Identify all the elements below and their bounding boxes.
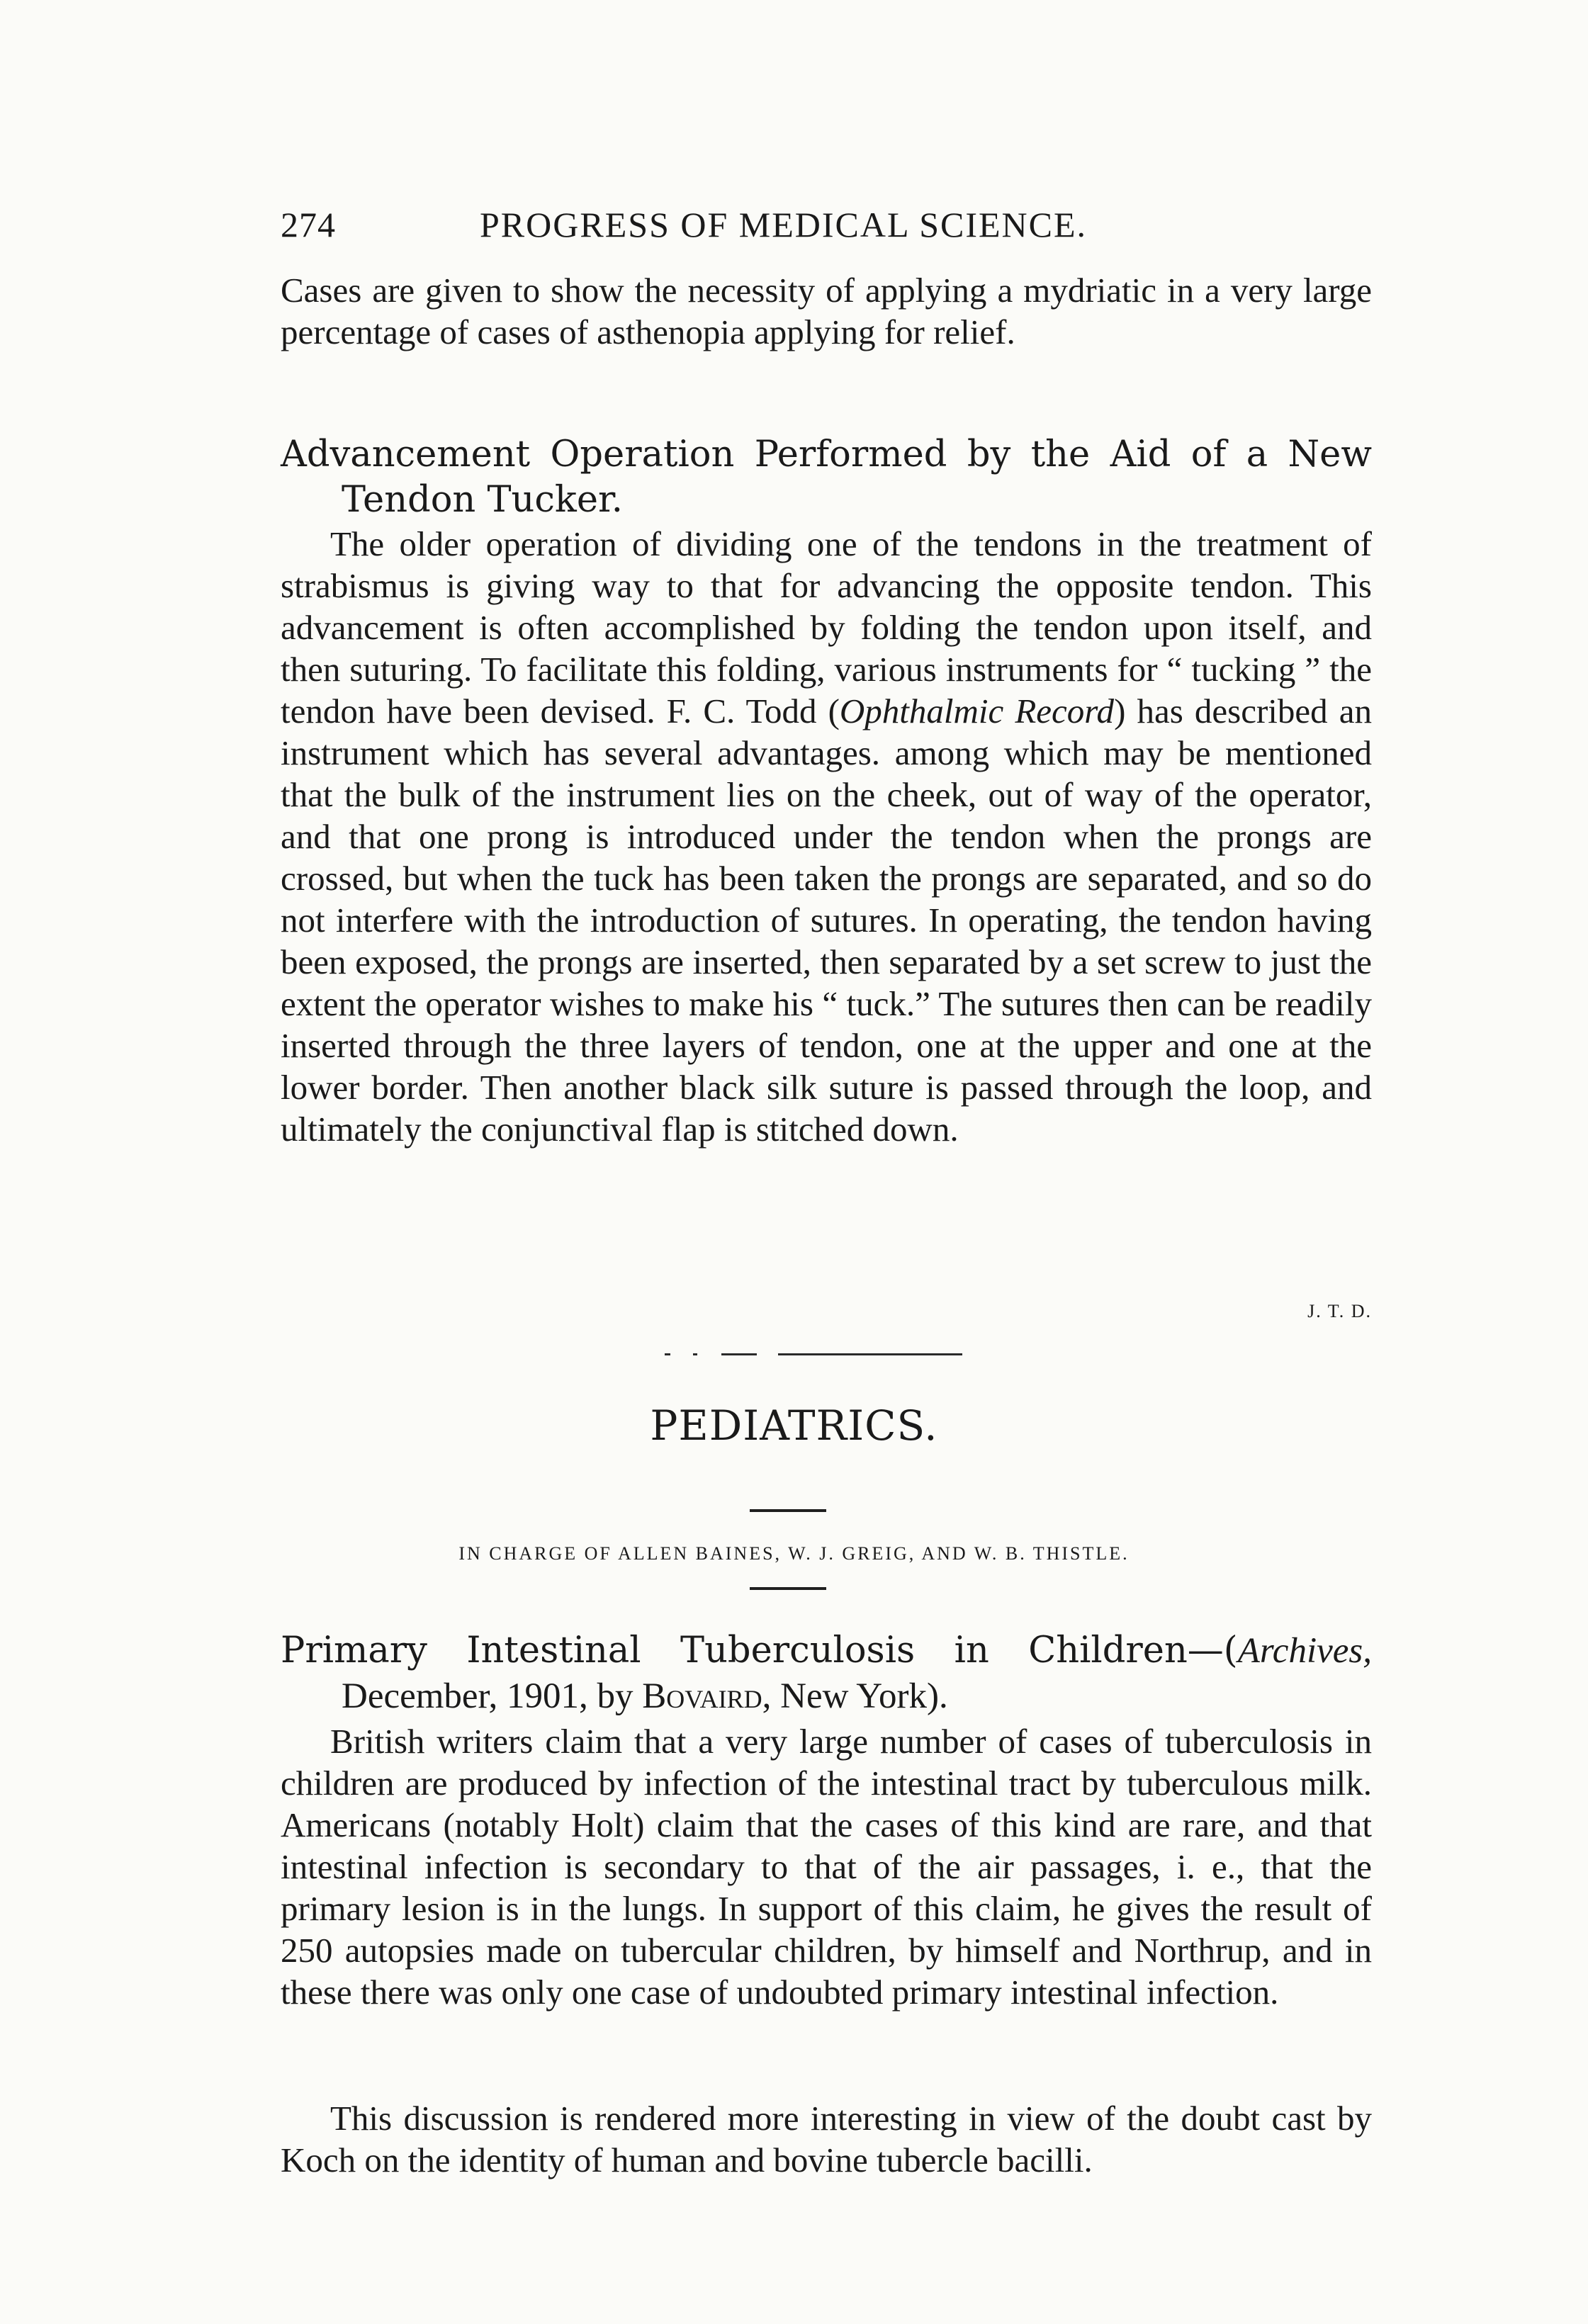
heading-main: Primary Intestinal Tuberculosis in Children—( (281, 1630, 1238, 1671)
article-body-tendon-tucker (281, 523, 1372, 1150)
title-rule-top (750, 1509, 826, 1512)
article-body-part2: ) has described an instrument which has several advantages. among which may be mentioned that the bulk of the instrument lies on the cheek, out of way of the operator, and that one prong is introduced under the tendon when the prongs are crossed, but when the tuck has been taken the prongs are separated, and so do not interfere with the introduction of sutures. In operating, the tendon having been exposed, the prongs are inserted, then separated by a set screw to just the extent the operator wishes to make his “ tuck.” The sutures then can be readily inserted through the three layers of tendon, one at the upper and one at the lower border. Then another black silk suture is passed through the loop, and ultimately the conjunctival flap is stitched down. (281, 692, 1372, 1149)
intro-paragraph: Cases are given to show the necessity of applying a mydriatic in a very large percentage of cases of asthenopia applying for relief. (281, 271, 1372, 351)
page-number: 274 (281, 205, 336, 244)
article-heading-intestinal-tuberculosis (281, 1628, 1372, 1719)
section-divider (665, 1353, 962, 1356)
heading-date: December, 1901, by (342, 1676, 643, 1716)
running-head (281, 204, 1372, 254)
heading-author: Bovaird (642, 1676, 762, 1716)
section-title: PEDIATRICS. (650, 1401, 938, 1450)
heading-source: Archives, (1237, 1631, 1372, 1671)
author-initials: J. T. D. (1307, 1301, 1372, 1321)
journal-title: PROGRESS OF MEDICAL SCIENCE. (480, 205, 1088, 244)
journal-citation-italic: Ophthalmic Record (839, 692, 1115, 731)
heading-place: , New York). (762, 1676, 948, 1716)
section-editors: IN CHARGE OF ALLEN BAINES, W. J. GREIG, AND W. B. THISTLE. (458, 1543, 1130, 1564)
article-heading-tendon-tucker: Advancement Operation Performed by the Aid of a New Tendon Tucker. (281, 434, 1372, 521)
article-paragraph-2: This discussion is rendered more interesting in view of the doubt cast by Koch on the identity of human and bovine tubercle bacilli. (281, 2099, 1372, 2179)
title-rule-bottom (750, 1587, 826, 1590)
article-body-part1: The older operation of dividing one of the tendons in the treatment of strabismus is giving way to that for advancing the opposite tendon. This advancement is often accomplished by folding the tendon upon itself, and then suturing. To facilitate this folding, various instruments for “ tucking ” the tendon have been devised. F. C. Todd ( (281, 524, 1372, 731)
article-paragraph-1: British writers claim that a very large number of cases of tuberculosis in children are produced by infection of the intestinal tract by tuberculous milk. Americans (notably Holt) claim that the cases of this kind are rare, and that intestinal infection is secondary to that of the air passages, i. e., that the primary lesion is in the lungs. In support of this claim, he gives the result of 250 autopsies made on tubercular children, by himself and Northrup, and in these there was only one case of undoubted primary intestinal infection. (281, 1722, 1372, 2012)
